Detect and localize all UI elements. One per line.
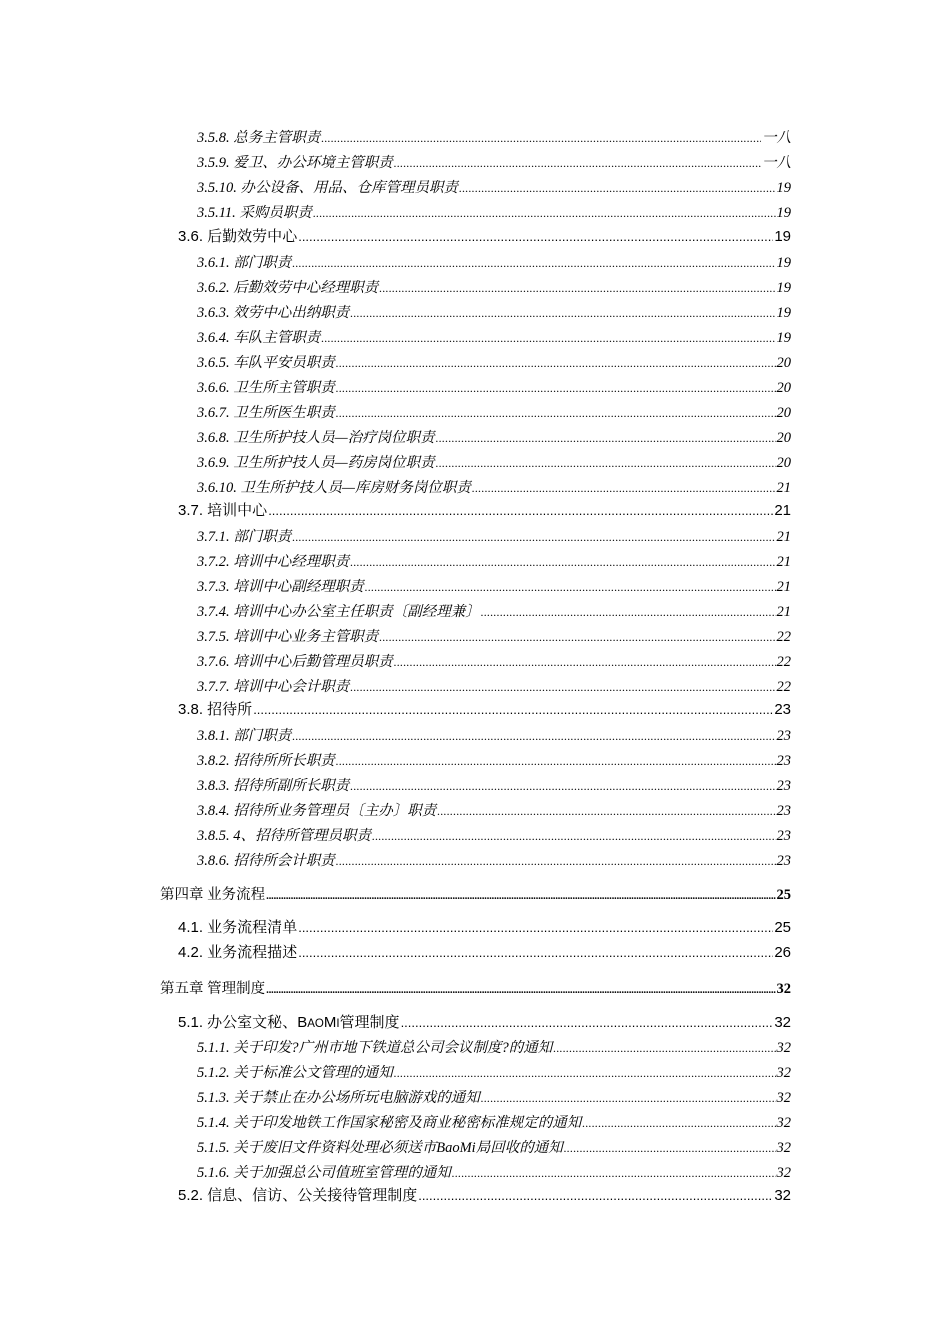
toc-entry-title: 4.1. 业务流程清单: [178, 919, 298, 936]
toc-entry-title: 3.8. 招待所: [178, 701, 253, 718]
toc-entry-page: 20: [776, 430, 791, 446]
dot-leader: [481, 605, 776, 620]
toc-entry[interactable]: [197, 176, 791, 196]
toc-entry[interactable]: [197, 824, 791, 844]
toc-entry[interactable]: [197, 351, 791, 371]
toc-entry[interactable]: [197, 799, 791, 819]
toc-entry[interactable]: [197, 1161, 791, 1181]
toc-entry-page: 32: [776, 1165, 791, 1181]
toc-chapter-4[interactable]: [160, 883, 791, 905]
dot-leader: [292, 256, 775, 271]
toc-entry[interactable]: [197, 1136, 791, 1156]
toc-entry-page: 21: [776, 604, 791, 620]
toc-entry-title: 3.7.6. 培训中心后勤管理员职责: [197, 654, 393, 670]
toc-entry-page: 19: [774, 228, 791, 245]
toc-chapter-page: 32: [776, 981, 791, 997]
toc-entry[interactable]: [197, 376, 791, 396]
toc-entry[interactable]: [197, 650, 791, 670]
toc-entry-title: 3.7.4. 培训中心办公室主任职责〔副经理兼〕: [197, 604, 480, 620]
toc-entry-page: 23: [776, 778, 791, 794]
toc-entry-title: 3.8.5. 4、招待所管理员职责: [197, 828, 371, 844]
toc-entry-page: 21: [776, 579, 791, 595]
toc-entry-page: 19: [776, 205, 791, 221]
toc-entry-title: 3.5.9. 爱卫、办公环境主管职责: [197, 155, 393, 171]
toc-entry-page: 19: [776, 305, 791, 321]
dot-leader: [452, 1166, 776, 1181]
toc-entry-title: 3.7.1. 部门职责: [197, 529, 292, 545]
toc-entry[interactable]: [197, 201, 791, 221]
dot-leader: [350, 779, 775, 794]
toc-entry[interactable]: [197, 575, 791, 595]
toc-entry-title: 3.5.10. 办公设备、用品、仓库管理员职责: [197, 180, 458, 196]
dot-leader: [350, 680, 775, 695]
baomi-i: I: [336, 1018, 340, 1030]
dot-leader: [298, 920, 773, 935]
toc-entry-title: 3.6.3. 效劳中心出纳职责: [197, 305, 350, 321]
dot-leader: [472, 481, 776, 496]
dot-leader: [481, 1091, 776, 1106]
toc-entry-title-prefix: 5.1. 办公室文秘、: [178, 1014, 298, 1031]
toc-entry-page: 20: [776, 455, 791, 471]
toc-entry-title: 3.7.5. 培训中心业务主管职责: [197, 629, 379, 645]
toc-entry[interactable]: [197, 151, 791, 171]
dot-leader: [266, 890, 775, 902]
toc-entry-page: 21: [776, 529, 791, 545]
toc-section-5-2[interactable]: [178, 1184, 791, 1206]
toc-entry-title: 3.7.7. 培训中心会计职责: [197, 679, 350, 695]
toc-entry[interactable]: [197, 550, 791, 570]
toc-entry-page: 22: [776, 679, 791, 695]
toc-entry-page: 32: [776, 1065, 791, 1081]
dot-leader: [321, 131, 761, 146]
dot-leader: [418, 1188, 773, 1203]
toc-entry-page: 23: [776, 728, 791, 744]
toc-entry-title: 3.7.3. 培训中心副经理职责: [197, 579, 364, 595]
toc-entry-title: 5.1.6. 关于加强总公司值班室管理的通知: [197, 1165, 451, 1181]
toc-section-3-7[interactable]: [178, 499, 791, 521]
dot-leader: [292, 530, 775, 545]
toc-entry[interactable]: [197, 675, 791, 695]
dot-leader: [321, 331, 775, 346]
toc-entry[interactable]: [197, 276, 791, 296]
dot-leader: [394, 655, 776, 670]
dot-leader: [436, 431, 776, 446]
toc-entry-title: 3.6.4. 车队主管职责: [197, 330, 321, 346]
dot-leader: [394, 156, 761, 171]
toc-entry-page: 32: [776, 1115, 791, 1131]
dot-leader: [436, 456, 776, 471]
toc-entry-page: 19: [776, 255, 791, 271]
toc-entry-page: 23: [776, 828, 791, 844]
toc-section-4-1[interactable]: [178, 916, 791, 938]
baomi-b: B: [297, 1014, 308, 1031]
toc-entry[interactable]: [197, 401, 791, 421]
toc-entry[interactable]: [197, 476, 791, 496]
dot-leader: [437, 804, 775, 819]
toc-entry-title: 3.6.10. 卫生所护技人员—库房财务岗位职责: [197, 480, 471, 496]
dot-leader: [372, 829, 776, 844]
toc-entry-title: 3.6.8. 卫生所护技人员—治疗岗位职责: [197, 430, 435, 446]
toc-entry-title: 5.1.3. 关于禁止在办公场所玩电脑游戏的通知: [197, 1090, 480, 1106]
toc-entry-title: 5.1.1. 关于印发?广州市地下铁道总公司会议制度?的通知: [197, 1040, 553, 1056]
toc-entry-page: 23: [776, 753, 791, 769]
toc-entry-title: 3.6.9. 卫生所护技人员—药房岗位职责: [197, 455, 435, 471]
toc-entry-title: 3.7.2. 培训中心经理职责: [197, 554, 350, 570]
dot-leader: [350, 555, 775, 570]
toc-entry-page: 19: [776, 180, 791, 196]
dot-leader: [401, 1015, 774, 1030]
toc-entry[interactable]: [197, 749, 791, 769]
toc-chapter-5[interactable]: [160, 977, 791, 999]
toc-entry-page: 23: [776, 803, 791, 819]
toc-entry-page: 19: [776, 280, 791, 296]
toc-entry-title: 3.6.1. 部门职责: [197, 255, 292, 271]
toc-entry-title: 3.5.11. 采购员职责: [197, 205, 312, 221]
toc-entry-title: 3.8.4. 招待所业务管理员〔主办〕职责: [197, 803, 437, 819]
toc-entry-page: 19: [776, 330, 791, 346]
toc-entry-title: 3.8.1. 部门职责: [197, 728, 292, 744]
dot-leader: [336, 406, 776, 421]
toc-entry[interactable]: [197, 724, 791, 744]
toc-entry-title: 3.8.6. 招待所会计职责: [197, 853, 335, 869]
dot-leader: [336, 754, 776, 769]
toc-entry[interactable]: [197, 301, 791, 321]
toc-entry-page: 22: [776, 654, 791, 670]
toc-entry-page: 32: [774, 1187, 791, 1204]
toc-entry[interactable]: [197, 426, 791, 446]
toc-entry-page: 25: [774, 919, 791, 936]
dot-leader: [350, 306, 775, 321]
toc-entry-page: 21: [776, 480, 791, 496]
toc-entry-title: 3.5.8. 总务主管职责: [197, 130, 321, 146]
toc-entry-page: 32: [776, 1140, 791, 1156]
dot-leader: [365, 580, 776, 595]
toc-entry[interactable]: [197, 451, 791, 471]
toc-entry-title: 5.2. 信息、信访、公关接待管理制度: [178, 1187, 418, 1204]
toc-entry-page: 一八: [762, 130, 791, 146]
dot-leader: [379, 630, 775, 645]
toc-entry-page: 32: [776, 1040, 791, 1056]
dot-leader: [564, 1141, 776, 1156]
toc-entry[interactable]: [197, 1061, 791, 1081]
toc-entry[interactable]: [197, 126, 791, 146]
baomi-ao: AO: [307, 1018, 324, 1030]
toc-entry-page: 23: [774, 701, 791, 718]
toc-section-3-8[interactable]: [178, 698, 791, 720]
dot-leader: [582, 1116, 775, 1131]
toc-entry-title: 5.1.2. 关于标准公文管理的通知: [197, 1065, 393, 1081]
dot-leader: [459, 181, 776, 196]
toc-entry-page: 26: [774, 944, 791, 961]
toc-chapter-title: 第五章 管理制度: [160, 981, 266, 997]
toc-chapter-page: 25: [776, 887, 791, 903]
toc-entry[interactable]: [197, 326, 791, 346]
toc-entry[interactable]: [197, 849, 791, 869]
toc-entry-page: 20: [776, 355, 791, 371]
toc-entry[interactable]: [197, 774, 791, 794]
dot-leader: [336, 356, 776, 371]
toc-entry[interactable]: [197, 525, 791, 545]
toc-entry-page: 20: [776, 405, 791, 421]
toc-entry-title: 3.8.3. 招待所副所长职责: [197, 778, 350, 794]
toc-entry-title: 3.7. 培训中心: [178, 502, 268, 519]
toc-entry[interactable]: [197, 600, 791, 620]
toc-entry-title: 3.6.2. 后勤效劳中心经理职责: [197, 280, 379, 296]
dot-leader: [394, 1066, 776, 1081]
toc-entry-title: [178, 1011, 400, 1032]
dot-leader: [553, 1041, 775, 1056]
dot-leader: [298, 229, 773, 244]
dot-leader: [292, 729, 775, 744]
toc-section-5-1[interactable]: [178, 1011, 791, 1033]
toc-entry-page: 32: [774, 1014, 791, 1031]
toc-entry-page: 一八: [762, 155, 791, 171]
toc-chapter-title: 第四章 业务流程: [160, 887, 266, 903]
baomi-m: M: [323, 1014, 337, 1031]
dot-leader: [336, 854, 776, 869]
toc-entry[interactable]: [197, 1086, 791, 1106]
toc-section-3-6[interactable]: [178, 225, 791, 247]
dot-leader: [266, 984, 775, 996]
toc-entry-title-suffix: 管理制度: [339, 1014, 400, 1031]
toc-entry-page: 21: [774, 502, 791, 519]
toc-entry-title: 4.2. 业务流程描述: [178, 944, 298, 961]
toc-entry-title: 5.1.5. 关于废旧文件资料处理必须送市BaoMi局回收的通知: [197, 1140, 563, 1156]
toc-section-4-2[interactable]: [178, 941, 791, 963]
toc-entry-title: 3.6.5. 车队平安员职责: [197, 355, 335, 371]
toc-entry-page: 23: [776, 853, 791, 869]
dot-leader: [298, 945, 773, 960]
toc-entry-page: 20: [776, 380, 791, 396]
toc-entry[interactable]: [197, 625, 791, 645]
dot-leader: [336, 381, 776, 396]
dot-leader: [268, 503, 773, 518]
toc-entry[interactable]: [197, 1036, 791, 1056]
toc-entry-page: 21: [776, 554, 791, 570]
toc-entry-title: 3.6. 后勤效劳中心: [178, 228, 298, 245]
toc-entry-title: 3.8.2. 招待所所长职责: [197, 753, 335, 769]
toc-entry-title: 5.1.4. 关于印发地铁工作国家秘密及商业秘密标准规定的通知: [197, 1115, 582, 1131]
toc-entry-title: 3.6.6. 卫生所主管职责: [197, 380, 335, 396]
toc-entry[interactable]: [197, 1111, 791, 1131]
toc-entry[interactable]: [197, 251, 791, 271]
toc-entry-page: 22: [776, 629, 791, 645]
toc-entry-title: 3.6.7. 卫生所医生职责: [197, 405, 335, 421]
dot-leader: [379, 281, 775, 296]
toc-entry-page: 32: [776, 1090, 791, 1106]
dot-leader: [253, 702, 773, 717]
dot-leader: [313, 206, 776, 221]
